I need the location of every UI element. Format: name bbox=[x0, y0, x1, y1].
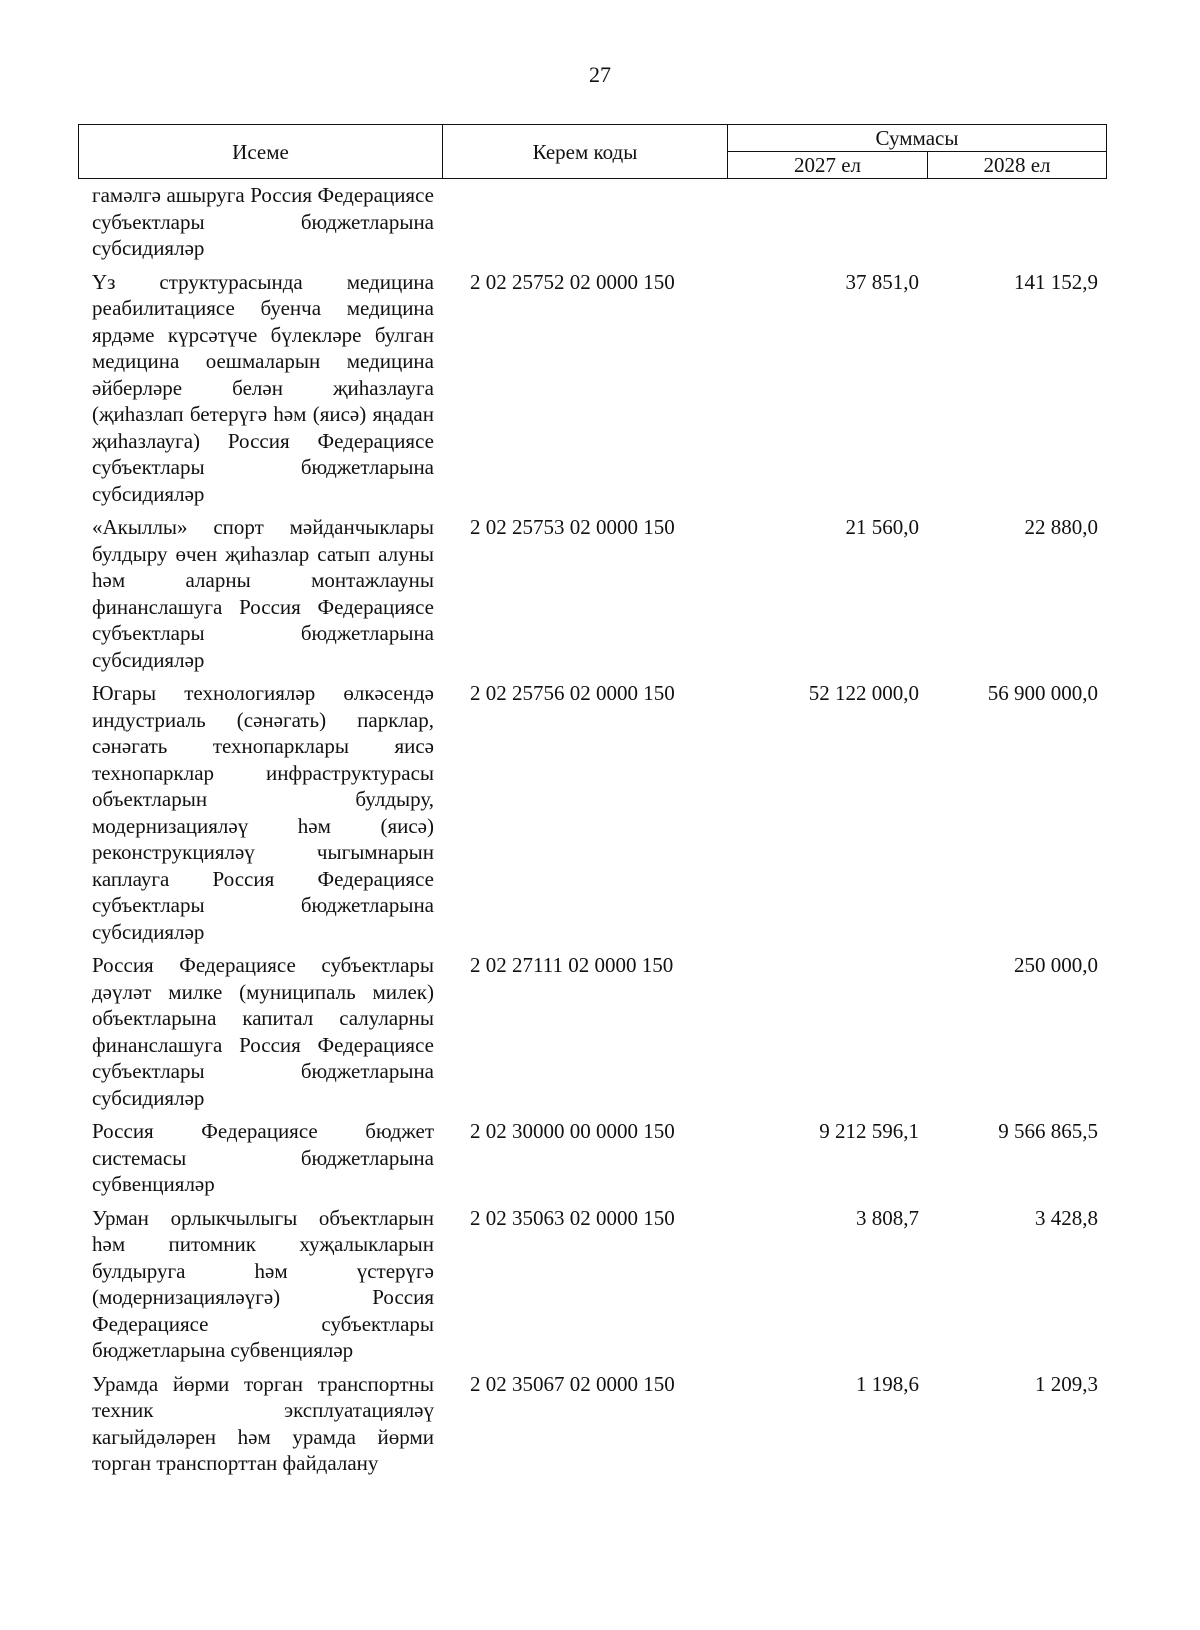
table-row bbox=[78, 680, 1106, 952]
row-amount-2028: 1 209,3 bbox=[1035, 1371, 1098, 1396]
row-name: «Акыллы» спорт мәйданчыклары булдыру өчен җиһазлар сатып алуны һәм аларны монтажлауны финанслашуга Россия Федерациясе субъектлары бюджетларына субсидияләр bbox=[92, 515, 434, 672]
row-code: 2 02 27111 02 0000 150 bbox=[470, 953, 674, 977]
row-amount-2027: 9 212 596,1 bbox=[819, 1119, 919, 1143]
row-amount-2027: 37 851,0 bbox=[845, 269, 919, 294]
row-name: Югары технологияләр өлкәсендә индустриаль (сәнәгать) парклар, сәнәгать технопарклары яисә технопарклар инфраструктурасы объектларын булдыру, модернизацияләү һәм (яисә) реконструкцияләү чыгымнарын каплауга Россия Федерациясе субъектлары бюджетларына субсидияләр bbox=[92, 681, 434, 944]
row-amount-2027: 1 198,6 bbox=[856, 1371, 919, 1396]
row-amount-2028 bbox=[927, 182, 1106, 269]
row-amount-2028: 56 900 000,0 bbox=[987, 681, 1098, 705]
row-name: гамәлгә ашыруга Россия Федерациясе субъектлары бюджетларына субсидияләр bbox=[92, 183, 434, 260]
header-amounts: Суммасы bbox=[728, 125, 1107, 152]
row-code: 2 02 25752 02 0000 150 bbox=[470, 269, 675, 294]
row-code: 2 02 30000 00 0000 150 bbox=[470, 1119, 675, 1143]
row-amount-2027 bbox=[727, 952, 927, 1118]
row-amount-2027: 21 560,0 bbox=[845, 515, 919, 539]
table-header bbox=[78, 124, 1107, 179]
header-year-2027: 2027 ел bbox=[728, 152, 928, 179]
table-row bbox=[78, 1118, 1106, 1205]
row-amount-2027: 52 122 000,0 bbox=[808, 681, 919, 705]
row-name: Урман орлыкчылыгы объектларын һәм питомник хуҗалыкларын булдыруга һәм үстерүгә (модернизацияләүгә) Россия Федерациясе субъектлары бюджетларына субвенцияләр bbox=[92, 1205, 434, 1362]
row-amount-2028: 9 566 865,5 bbox=[998, 1119, 1098, 1143]
table-row bbox=[78, 269, 1106, 515]
table-row bbox=[78, 182, 1106, 269]
row-code bbox=[442, 182, 727, 269]
table-row bbox=[78, 1371, 1106, 1484]
table-row bbox=[78, 1205, 1106, 1371]
row-code: 2 02 25756 02 0000 150 bbox=[470, 681, 675, 705]
header-name: Исеме bbox=[79, 125, 443, 179]
row-code: 2 02 35067 02 0000 150 bbox=[470, 1371, 675, 1396]
row-amount-2027 bbox=[727, 182, 927, 269]
row-amount-2028: 250 000,0 bbox=[1014, 953, 1098, 977]
table-row bbox=[78, 514, 1106, 680]
row-name: Үз структурасында медицина реабилитациясе буенча медицина ярдәме күрсәтүче бүлекләре булган медицина оешмаларын медицина әйберләре белән җиһазлауга (җиһазлап бетерүгә һәм (яисә) яңадан җиһазлауга) Россия Федерациясе субъектлары бюджетларына субсидияләр bbox=[92, 269, 434, 506]
row-amount-2028: 22 880,0 bbox=[1024, 515, 1098, 539]
budget-table bbox=[78, 182, 1106, 1484]
row-code: 2 02 35063 02 0000 150 bbox=[470, 1205, 675, 1230]
row-name: Россия Федерациясе бюджет системасы бюджетларына субвенцияләр bbox=[92, 1119, 434, 1196]
header-code: Керем коды bbox=[443, 125, 728, 179]
row-name: Россия Федерациясе субъектлары дәүләт милке (муниципаль милек) объектларына капитал салуларны финанслашуга Россия Федерациясе субъектлары бюджетларына субсидияләр bbox=[92, 953, 434, 1110]
row-amount-2027: 3 808,7 bbox=[856, 1205, 919, 1230]
row-name: Урамда йөрми торган транспортны техник эксплуатацияләү кагыйдәләрен һәм урамда йөрми торган транспорттан файдалану bbox=[92, 1371, 434, 1475]
page-number: 27 bbox=[589, 62, 611, 87]
row-code: 2 02 25753 02 0000 150 bbox=[470, 515, 675, 539]
row-amount-2028: 3 428,8 bbox=[1035, 1205, 1098, 1230]
header-year-2028: 2028 ел bbox=[928, 152, 1107, 179]
row-amount-2028: 141 152,9 bbox=[1014, 269, 1098, 294]
table-row bbox=[78, 952, 1106, 1118]
